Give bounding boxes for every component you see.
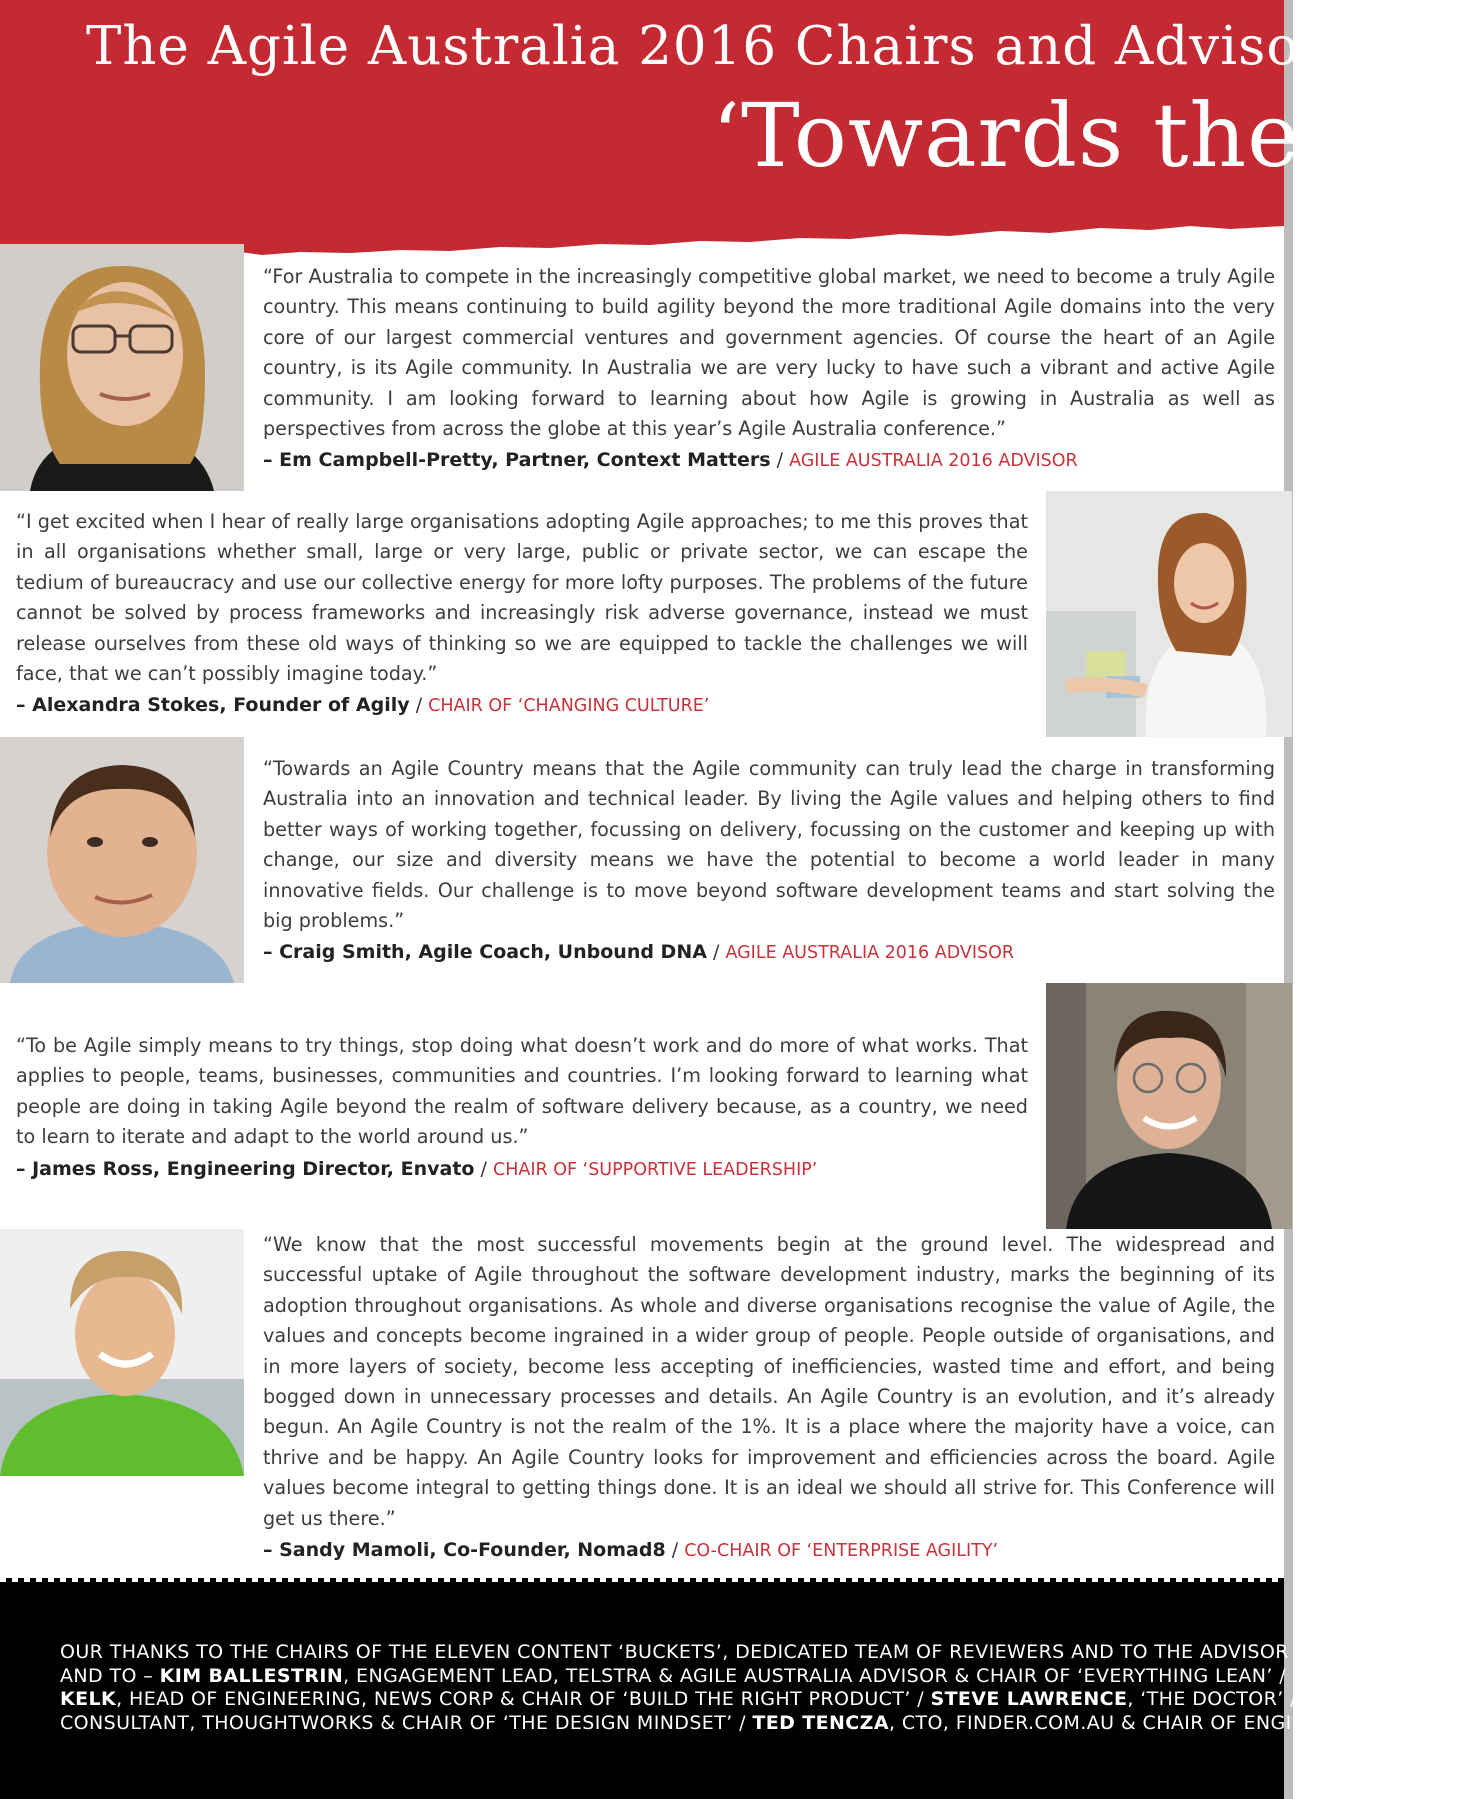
footer-thanks-band (0, 1578, 1333, 1799)
footer-text: AND TO – (60, 1664, 160, 1687)
footer-line (60, 1688, 1460, 1712)
footer-line (60, 1641, 1460, 1665)
attribution-separator: / (480, 1157, 493, 1180)
footer-name: TED TENCZA (752, 1711, 889, 1734)
attribution-name: – Sandy Mamoli, Co-Founder, Nomad8 (263, 1539, 666, 1562)
attribution (16, 1154, 1028, 1185)
footer-name: NI (1303, 1688, 1328, 1710)
footer-name: KELK (60, 1688, 117, 1710)
footer-text: , CTO, FINDER.COM.AU & CHAIR OF ENGIN (888, 1711, 1307, 1734)
photo-em-campbell-pretty (0, 244, 244, 491)
attribution (263, 1535, 1275, 1566)
header-title: The Agile Australia 2016 Chairs and Advisors sha (86, 16, 1468, 77)
attribution-separator: / (776, 449, 790, 472)
testimonial-em-campbell-pretty (263, 262, 1275, 476)
attribution-separator: / (415, 694, 429, 717)
attribution-role: CHAIR OF ‘CHANGING CULTURE’ (428, 696, 710, 717)
photo-craig-smith (0, 737, 244, 983)
attribution-name: – Craig Smith, Agile Coach, Unbound DNA (263, 941, 707, 964)
footer-name: NIG (1292, 1664, 1333, 1687)
attribution (263, 445, 1275, 476)
perforated-edge (0, 1578, 1284, 1586)
attribution-role: AGILE AUSTRALIA 2016 ADVISOR (725, 943, 1015, 964)
photo-james-ross (1046, 983, 1292, 1229)
footer-text: CONSULTANT, THOUGHTWORKS & CHAIR OF ‘THE DESIGN MINDSET’ / (60, 1711, 753, 1734)
footer-thanks-text (60, 1641, 1460, 1735)
testimonial-james-ross (16, 1031, 1028, 1185)
footer-name: STEVE LAWRENCE (930, 1688, 1128, 1710)
testimonial-alexandra-stokes (16, 507, 1028, 721)
footer-line (60, 1665, 1460, 1689)
page-edge-strip (1284, 0, 1293, 1799)
photo-sandy-mamoli (0, 1229, 244, 1476)
footer-name: KIM BALLESTRIN (159, 1664, 344, 1687)
attribution (16, 690, 1028, 721)
attribution-role: AGILE AUSTRALIA 2016 ADVISOR (789, 451, 1078, 472)
attribution-separator: / (671, 1539, 685, 1562)
footer-text: , ‘THE DOCTOR’ / (1127, 1688, 1304, 1710)
photo-alexandra-stokes (1046, 491, 1292, 737)
quote-text: “Towards an Agile Country means that the Agile community can truly lead the charge in transforming Australia into an innovation and technical leader. By living the Agile values and helping others to find better ways of working together, focussing on delivery, focussing on the customer and keeping up with change, our size and diversity means we have the potential to become a world leader in many innovative fields. Our challenge is to move beyond software development teams and start solving the big problems.” (263, 757, 1275, 933)
footer-text: , ENGAGEMENT LEAD, TELSTRA & AGILE AUSTRALIA ADVISOR & CHAIR OF ‘EVERYTHING LEAN’ / (343, 1664, 1293, 1687)
footer-line-1: OUR THANKS TO THE CHAIRS OF THE ELEVEN CONTENT ‘BUCKETS’, DEDICATED TEAM OF REVIEWERS AND TO THE ADVISOR (60, 1641, 1289, 1663)
attribution-name: – Alexandra Stokes, Founder of Agily (16, 694, 410, 717)
attribution-role: CO-CHAIR OF ‘ENTERPRISE AGILITY’ (684, 1541, 999, 1562)
attribution-name: – Em Campbell-Pretty, Partner, Context Matters (263, 449, 771, 472)
quote-text: “For Australia to compete in the increasingly competitive global market, we need to become a truly Agile country. This means continuing to build agility beyond the more traditional Agile domains into the very core of our largest commercial ventures and government agencies. Of course the heart of an Agile country, is its Agile community. In Australia we are very lucky to have such a vibrant and active Agile community. I am looking forward to learning about how Agile is growing in Australia as well as perspectives from across the globe at this year’s Agile Australia conference.” (263, 265, 1275, 441)
quote-text: “We know that the most successful movements begin at the ground level. The widespread and successful uptake of Agile throughout the software development industry, marks the beginning of its adoption throughout organisations. As whole and diverse organisations recognise the value of Agile, the values and concepts become ingrained in a wider group of people. People outside of organisations, and in more layers of society, become less accepting of inefficiencies, wasted time and effort, and being bogged down in unnecessary processes and details. An Agile Country is an evolution, and it’s already begun. An Agile Country is not the realm of the 1%. It is a place where the majority have a voice, can thrive and be happy. An Agile Country looks for improvement and efficiencies across the board. Agile values become integral to getting things done. It is an ideal we should all strive for. This Conference will get us there.” (263, 1233, 1275, 1530)
attribution (263, 937, 1275, 968)
quote-text: “I get excited when I hear of really large organisations adopting Agile approaches; to me this proves that in all organisations whether small, large or very large, public or private sector, we can escape the tedium of bureaucracy and use our collective energy for more lofty purposes. The problems of the future cannot be solved by process frameworks and increasingly risk adverse governance, instead we must release ourselves from these old ways of thinking so we are equipped to tackle the challenges we will face, that we can’t possibly imagine today.” (16, 510, 1028, 686)
testimonial-sandy-mamoli (263, 1230, 1275, 1566)
header-headline: ‘Towards the A (712, 84, 1394, 187)
footer-line (60, 1712, 1460, 1736)
attribution-role: CHAIR OF ‘SUPPORTIVE LEADERSHIP’ (493, 1159, 818, 1180)
testimonial-craig-smith (263, 754, 1275, 968)
quote-text: “To be Agile simply means to try things, stop doing what doesn’t work and do more of what works. That applies to people, teams, businesses, communities and countries. I’m looking forward to learning what people are doing in taking Agile beyond the realm of software delivery because, as a country, we need to learn to iterate and adapt to the world around us.” (16, 1034, 1028, 1149)
attribution-separator: / (713, 941, 726, 964)
footer-text: , HEAD OF ENGINEERING, NEWS CORP & CHAIR OF ‘BUILD THE RIGHT PRODUCT’ / (116, 1688, 931, 1710)
attribution-name: – James Ross, Engineering Director, Envato (16, 1157, 475, 1180)
header-banner (0, 0, 1468, 270)
